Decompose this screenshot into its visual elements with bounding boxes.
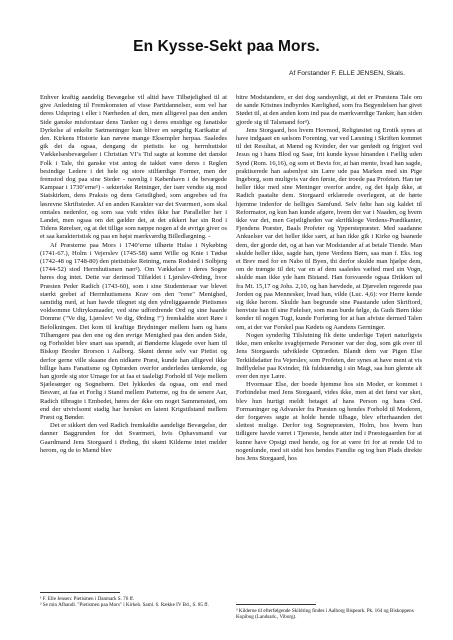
paragraph: Hvormaar Else, der boede hjemme hos sin Moder, er kommet i Forbindelse med Jens Storgaard, vides ikke, men at det først var sket, blev hun hurtigt meldt betaget af hans Person og hans Ord. Formaninger og Advarsler fra Præsten og hendes Forhold til Moderen, der forgæves søgte at holde hende tilbage, blev efterhaanden det slettest mulige. Derfor tog Sognepræsten, Holm, hos hvem hun tidligere havde været i Tjeneste, hende atter ind i Præstegaarden for at kunne have Opsigt med hende, og for at være fri for at rende Ud to nogenlunde, med sit sidst hos hendes Familie og tog hun Plads direkte hos Jens Storgaard, hos [236, 381, 422, 462]
right-column [236, 94, 422, 463]
paragraph: Af Præsterne paa Mors i 1740’erne tilhørte Hulse i Nykøbing (1741-67.), Holm i Vejerslev (1745-58) samt Wille og Knie i Tødsø (1742-48 og 1748-80) den pietistiske Retning, mens Rodsted i Solbjerg (1744-52) stod Herrnhutismen nær²). Om Vækkelser i deres Sogne høres dog intet. Dette var derimod Tilfældet i Ljørslev-Ørding, hvor Præsten Peder Radich (1743-60), som i sine Studenteraar var blevet stærkt grebet af Herrnhutismens Krav om den "rene" Menighed, samtidig med, at han havde tilegnet sig den ydreliggaaende Pietismes voldsomme Udtryksmaader, ved sine udfordrende Ord og sine haarde Domme ("Ve dig, Ljørslev! Ve dig, Ørding !") fremkaldte stort Røre i Befolkningen. Det kom til kraftige Brydninger mellem ham og hans Tilhængere paa den ene og den øvrige Menighed paa den anden Side, og Forholdet blev snart saa spændt, at Bønderne klagede over ham til Biskop Broder Brorson i Aalborg. Skønt denne selv var Pietist og derfor gerne ville skaane den nidkære Præst, kunde han alligevel ikke billige hans Fanatisme og Optræden overfor anderledes tænkende, og han gjorde sig stor Umage for at faa et taaleligt Forhold til Veje mellem Sjælesørger og Sognebørn. Det lykkedes da ogsaa, om end med Besvær, at faa et Forlig i Stand mellem Parterne, og fra de senere Aar, Radich tilbragte i Embedet, høres der ikke om noget Sammenstød, om end der utvivlsomt stadig har hersket en latent Krigstilstand mellem Præst og Bønder. [40, 241, 227, 421]
paragraph: bitre Modstandere, er det dog sandsynligt, at det er Præstens Tale om de sande Kristnes indbyrdes Kærlighed, som fra Begyndelsen har givet Stødet til, at den anden kom ind paa de mærkværdige Tanker, han siden gjorde sig til Talsmand for³). [236, 94, 422, 126]
footnote: ¹ F. Elle Jensen: Pietismen i Danmark S. 76 ff. [40, 596, 135, 602]
article-title: En Kysse-Sekt paa Mors. [133, 38, 320, 55]
footnote-divider [40, 592, 120, 593]
paragraph: Nogen synderlig Tilslutning fik dette underlige Tøjeri naturligvis ikke, men enkelte svagbjernede Personer var der dog, som gik over til Jens Storgaards udviklede Optræden. Blandt dem var Pigen Else Terkildsdatter fra Vejerslev, som Profeten, der synes at have ment at vis Indflydelse paa Kvinder, fik fuldstændig i sin Magt, saa hun glemte alt over den nye Lære. [236, 331, 422, 380]
paragraph: Enhver kraftig aandelig Bevægelse vil altid have Tilbøjelighed til at give Anledning til Fremkomsten af visse Partidannelser, som vel har deres Udspring i eller i Nærheden af den, men alligevel paa den anden Side ganske misforstaar dens Tanker og i deres ensidige og fanatiske Dyrkelse af enkelte Sætmeninger kun bliver en sørgelig Karikatur af den. Kirkens Historie kan nævne mange Eksempler herpaa. Saaledes gik det da ogsaa, dengang de pietistis ke og herrnhutiske Vækkelsesbevægelser i Christian VI’s Tid sagte at komme det danske Folk i Tale, thi ganske vist antog de takket være deres i Reglen besindige Ledere i det hele og store stilfærdige Former, men der fremstod dog paa sine Steder - navnlig i København i de bevægede Kampaar i 1730’erne¹) - sekteriske Retninger, der især vendte sig mod Statskirken, dens Praksis og dens Geistlighed, som angrebes ud fra løsrevne Skriftsteder. Af en anden Karakter var det Sværmeri, som skal omtales nedenfor, og som saa vidt vides ikke har Paralleller her i Landet, men ogsaa om det gælder det, at det sikkert har sin Rod i Tidens Rørelser, og at det tillige som næppe nogen af de øvrige giver os et saa karakteristisk og paa en højst mærkværdig Billedlægning. - [40, 94, 227, 241]
footnotes-right [236, 608, 422, 621]
paragraph: Jens Storgaard, hos hvem Hovmod, Religiøsitet og Erotik synes at have indgaaet en sælsom Forening, var ved Læsning i Skriften kommet til det Resultat, at Mænd og Kvinder, der var genfødt og frigjort ved Jesus og i hans Blod og Saar, frit kunde kysse hinanden i Fællig uden Synd (Rom. 16,16), og som et Bevis for, at han mente, hvad han sagde, praktiserede han aabenlyst sin Lære ude paa Marken med sin Pige Ingeborg, som muligvis var den første, der troede paa Profeten. Han tør heller ikke med sine Meninger overfor andre, og det hjalp ikke, at Radich paatalte dem. Storgaard erklærede overlegent, at de hørte hjemme indenfor de helliges Samfund. Selv følte han sig kaldet til Reformator, og kun han kunde afgøre, hvem der var i Naaden, og hvem ikke var det, men Gejstligheden var skriftkloge Verdens-Prædikanter, Fjendens Præster, Baals Profeter og Ypperstepræster. Med saadanne Ankuelser var det heller ikke sært, at han ikke gik i Kirke og baanede dem, der gjorde det, og at han var Modstander af at betale Tiende. Man skulde heller ikke, sagde han, tjene Verdens Børn, saa man f. Eks. tog et Brev med for en Nabo til Byen, thi derfor skulde man hjælpe dem, om de trængte til det; var en af dem saaledes vælted med sin Vogn, skulde man ikke yde ham Bistand. Han forsvarede ogsaa Drikken ud fra Mt. 15,17 og Johs. 2,10, og han hævdede, at Djævelen regerede paa Jorden og paa Mennesker, hvad han, vilde (Luc. 4,6): vor Herre kende sig ikke herom. Skulde han begrunde sine Paastande uden Skriftord, henviste han til sine Følelser, som man burde følge, da Guds Børn ikke kender til nogen Tugt, kunde Forføring for at han afviste dermed Talen om, at der var Forskel paa Kødets og Aandens Gerninger. [236, 126, 422, 331]
footnotes-left [40, 596, 227, 609]
footnote: ³ Kilderne til efterfølgende Skildring findes i Aalborg Bispeark. Pk. 164 og Biskoppens Kopibog (Landsark., Viborg). [236, 608, 414, 621]
author-byline: Af Forstander F. ELLE JENSEN, Skals. [289, 70, 405, 77]
footnote-divider [236, 604, 316, 605]
left-column [40, 94, 227, 455]
paragraph: Det er sikkert den ved Radich fremkaldte aandelige Bevægelse, der danner Baggrunden for det Sværmeri, hvis Ophavsmand var Gaardmand Jens Storgaard i Ørding, thi skønt Kilderne intet melder herom, og de to Mænd blev [40, 422, 227, 454]
footnote: ² Se min Afhandl. "Pietismen paa Mors" i Kirkeh. Saml. 6. Række IV Bd., S. 85 ff. [40, 602, 209, 609]
